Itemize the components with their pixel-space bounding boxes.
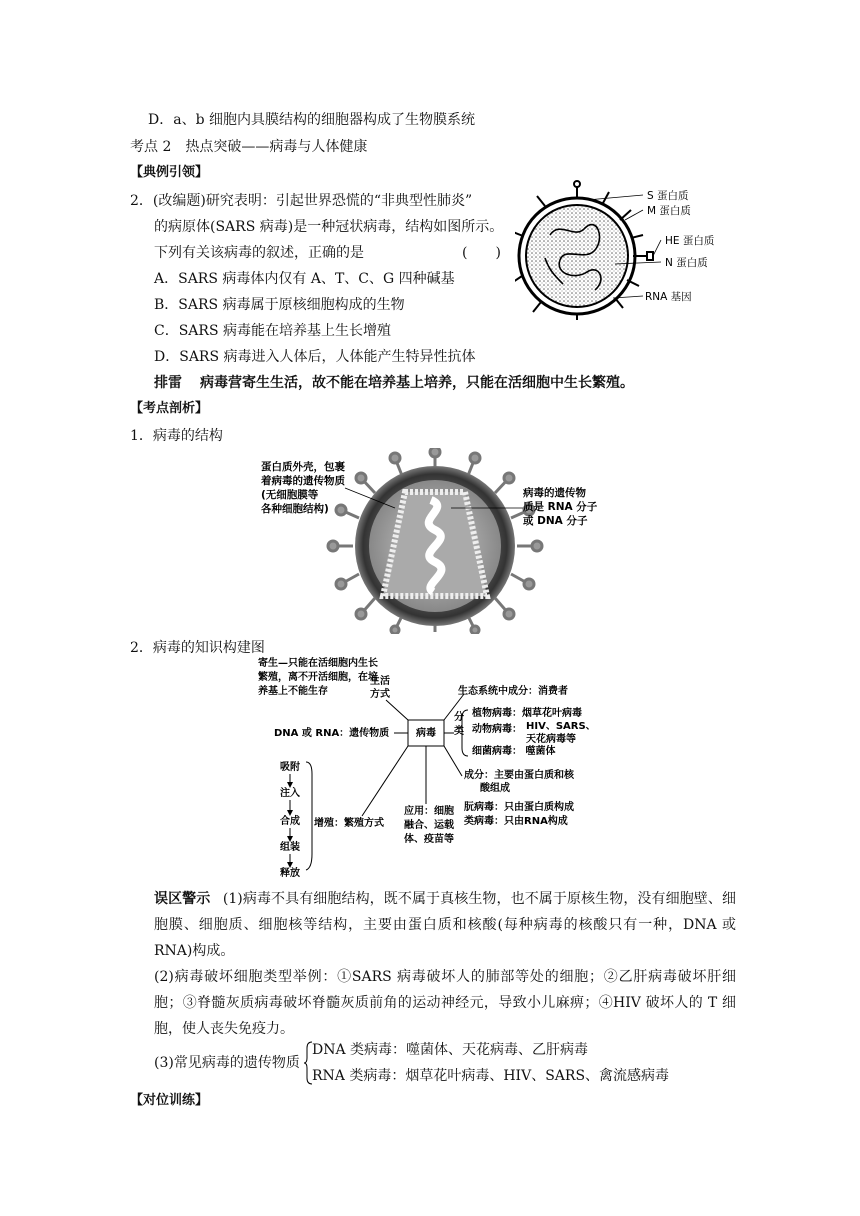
- warn-p3-lead: (3)常见病毒的遗传物质: [154, 1055, 300, 1071]
- map-composition-2: 酸组成: [480, 783, 510, 794]
- map-lei: 类: [454, 726, 464, 737]
- sars-label-rna: RNA 基因: [645, 291, 692, 303]
- virus-label-right-1: 病毒的遗传物: [523, 487, 586, 499]
- map-eco: 生态系统中成分：消费者: [458, 686, 568, 697]
- q2-line2: 的病原体(SARS 病毒)是一种冠状病毒，结构如图所示。: [154, 219, 504, 235]
- sars-label-m: M 蛋白质: [647, 205, 691, 217]
- heading-virus-knowledge-map: 2．病毒的知识构建图: [130, 640, 265, 656]
- sars-label-s: S 蛋白质: [647, 190, 689, 202]
- kaodian-2-heading: 考点 2 热点突破——病毒与人体健康: [130, 139, 368, 155]
- map-parasite-1: 寄生—只能在活细胞内生长: [258, 658, 378, 669]
- map-parasite-3: 养基上不能生存: [258, 686, 328, 697]
- virus-label-left-2: 着病毒的遗传物质: [261, 475, 345, 487]
- map-animal-virus: 动物病毒：: [472, 724, 522, 735]
- q2-tip-label: 排雷: [154, 375, 182, 391]
- map-plant-virus: 植物病毒：烟草花叶病毒: [472, 708, 582, 719]
- q2-option-b: B．SARS 病毒属于原核细胞构成的生物: [154, 297, 405, 313]
- section-dianli-yinling: 【典例引领】: [130, 165, 209, 180]
- map-step-1: 吸附: [280, 762, 300, 773]
- q2-tip-text: 病毒营寄生生活，故不能在培养基上培养，只能在活细胞中生长繁殖。: [200, 375, 634, 391]
- map-step-2: 注入: [280, 788, 300, 799]
- map-application-2: 融合、运载: [404, 820, 454, 831]
- map-viroid: 类病毒：只由RNA构成: [464, 816, 568, 827]
- warn-p1-text: (1)病毒不具有细胞结构，既不属于真核生物，也不属于原核生物，没有细胞壁、细胞膜、细胞质、细胞核等结构，主要由蛋白质和核酸(每种病毒的核酸只有一种，DNA 或 RNA)构成。: [154, 891, 736, 959]
- warn-p3-dna: DNA 类病毒：噬菌体、天花病毒、乙肝病毒: [312, 1042, 589, 1058]
- map-step-3: 合成: [280, 816, 300, 827]
- warn-p3-rna: RNA 类病毒：烟草花叶病毒、HIV、SARS、禽流感病毒: [312, 1068, 670, 1084]
- map-life-1: 生活: [370, 676, 390, 687]
- virus-label-right-3: 或 DNA 分子: [523, 515, 588, 527]
- map-fen: 分: [454, 712, 464, 723]
- map-application-3: 体、疫苗等: [404, 834, 454, 845]
- virus-label-right-2: 质是 RNA 分子: [523, 501, 598, 513]
- map-animal-virus-b: 天花病毒等: [526, 734, 576, 745]
- q1-option-d: D．a、b 细胞内具膜结构的细胞器构成了生物膜系统: [148, 112, 475, 128]
- warn-paragraph-2: (2)病毒破坏细胞类型举例：①SARS 病毒破坏人的肺部等处的细胞；②乙肝病毒破坏肝细胞；③脊髓灰质病毒破坏脊髓灰质前角的运动神经元，导致小儿麻痹；④HIV 破坏人的 T 细胞，使人丧失免疫力。: [154, 969, 736, 1037]
- q2-line1: 2．(改编题)研究表明：引起世界恐慌的“非典型性肺炎”: [130, 193, 473, 209]
- map-center: 病毒: [416, 728, 436, 739]
- q2-option-d: D．SARS 病毒进入人体后，人体能产生特异性抗体: [154, 349, 476, 365]
- map-animal-virus-a: HIV、SARS、: [526, 721, 596, 732]
- map-dna-rna: DNA 或 RNA：遗传物质: [274, 728, 390, 739]
- map-reproduction: 增殖：繁殖方式: [314, 818, 384, 829]
- virus-label-left-1: 蛋白质外壳，包裹: [261, 461, 345, 473]
- q2-option-a: A．SARS 病毒体内仅有 A、T、C、G 四种碱基: [154, 271, 455, 287]
- map-step-5: 释放: [280, 868, 300, 878]
- q2-option-c: C．SARS 病毒能在培养基上生长增殖: [154, 323, 391, 339]
- virus-label-left-3: (无细胞膜等: [261, 489, 319, 501]
- section-kaodian-pouxi: 【考点剖析】: [130, 401, 209, 416]
- map-life-2: 方式: [370, 689, 390, 700]
- map-composition-1: 成分：主要由蛋白质和核: [464, 770, 574, 781]
- q2-line3: 下列有关该病毒的叙述，正确的是: [154, 245, 364, 261]
- warn-paragraph-1: [154, 886, 736, 964]
- sars-label-n: N 蛋白质: [665, 257, 708, 269]
- sars-virus-diagram: [515, 180, 735, 320]
- warn-label: 误区警示: [154, 891, 211, 907]
- q2-answer-paren: ( ): [462, 245, 501, 261]
- map-prion: 朊病毒：只由蛋白质构成: [464, 802, 574, 813]
- map-application-1: 应用：细胞: [404, 806, 454, 817]
- heading-virus-structure: 1．病毒的结构: [130, 428, 223, 444]
- sars-label-he: HE 蛋白质: [665, 235, 715, 247]
- virus-structure-diagram: [255, 448, 615, 634]
- virus-knowledge-map: [258, 654, 628, 878]
- section-duiwei-xunlian: 【对位训练】: [130, 1093, 209, 1108]
- map-parasite-2: 繁殖，离不开活细胞，在培: [258, 672, 378, 683]
- map-bacteria-virus: 细菌病毒： 噬菌体: [472, 746, 556, 757]
- map-step-4: 组装: [280, 842, 300, 853]
- virus-label-left-4: 各种细胞结构): [261, 503, 329, 515]
